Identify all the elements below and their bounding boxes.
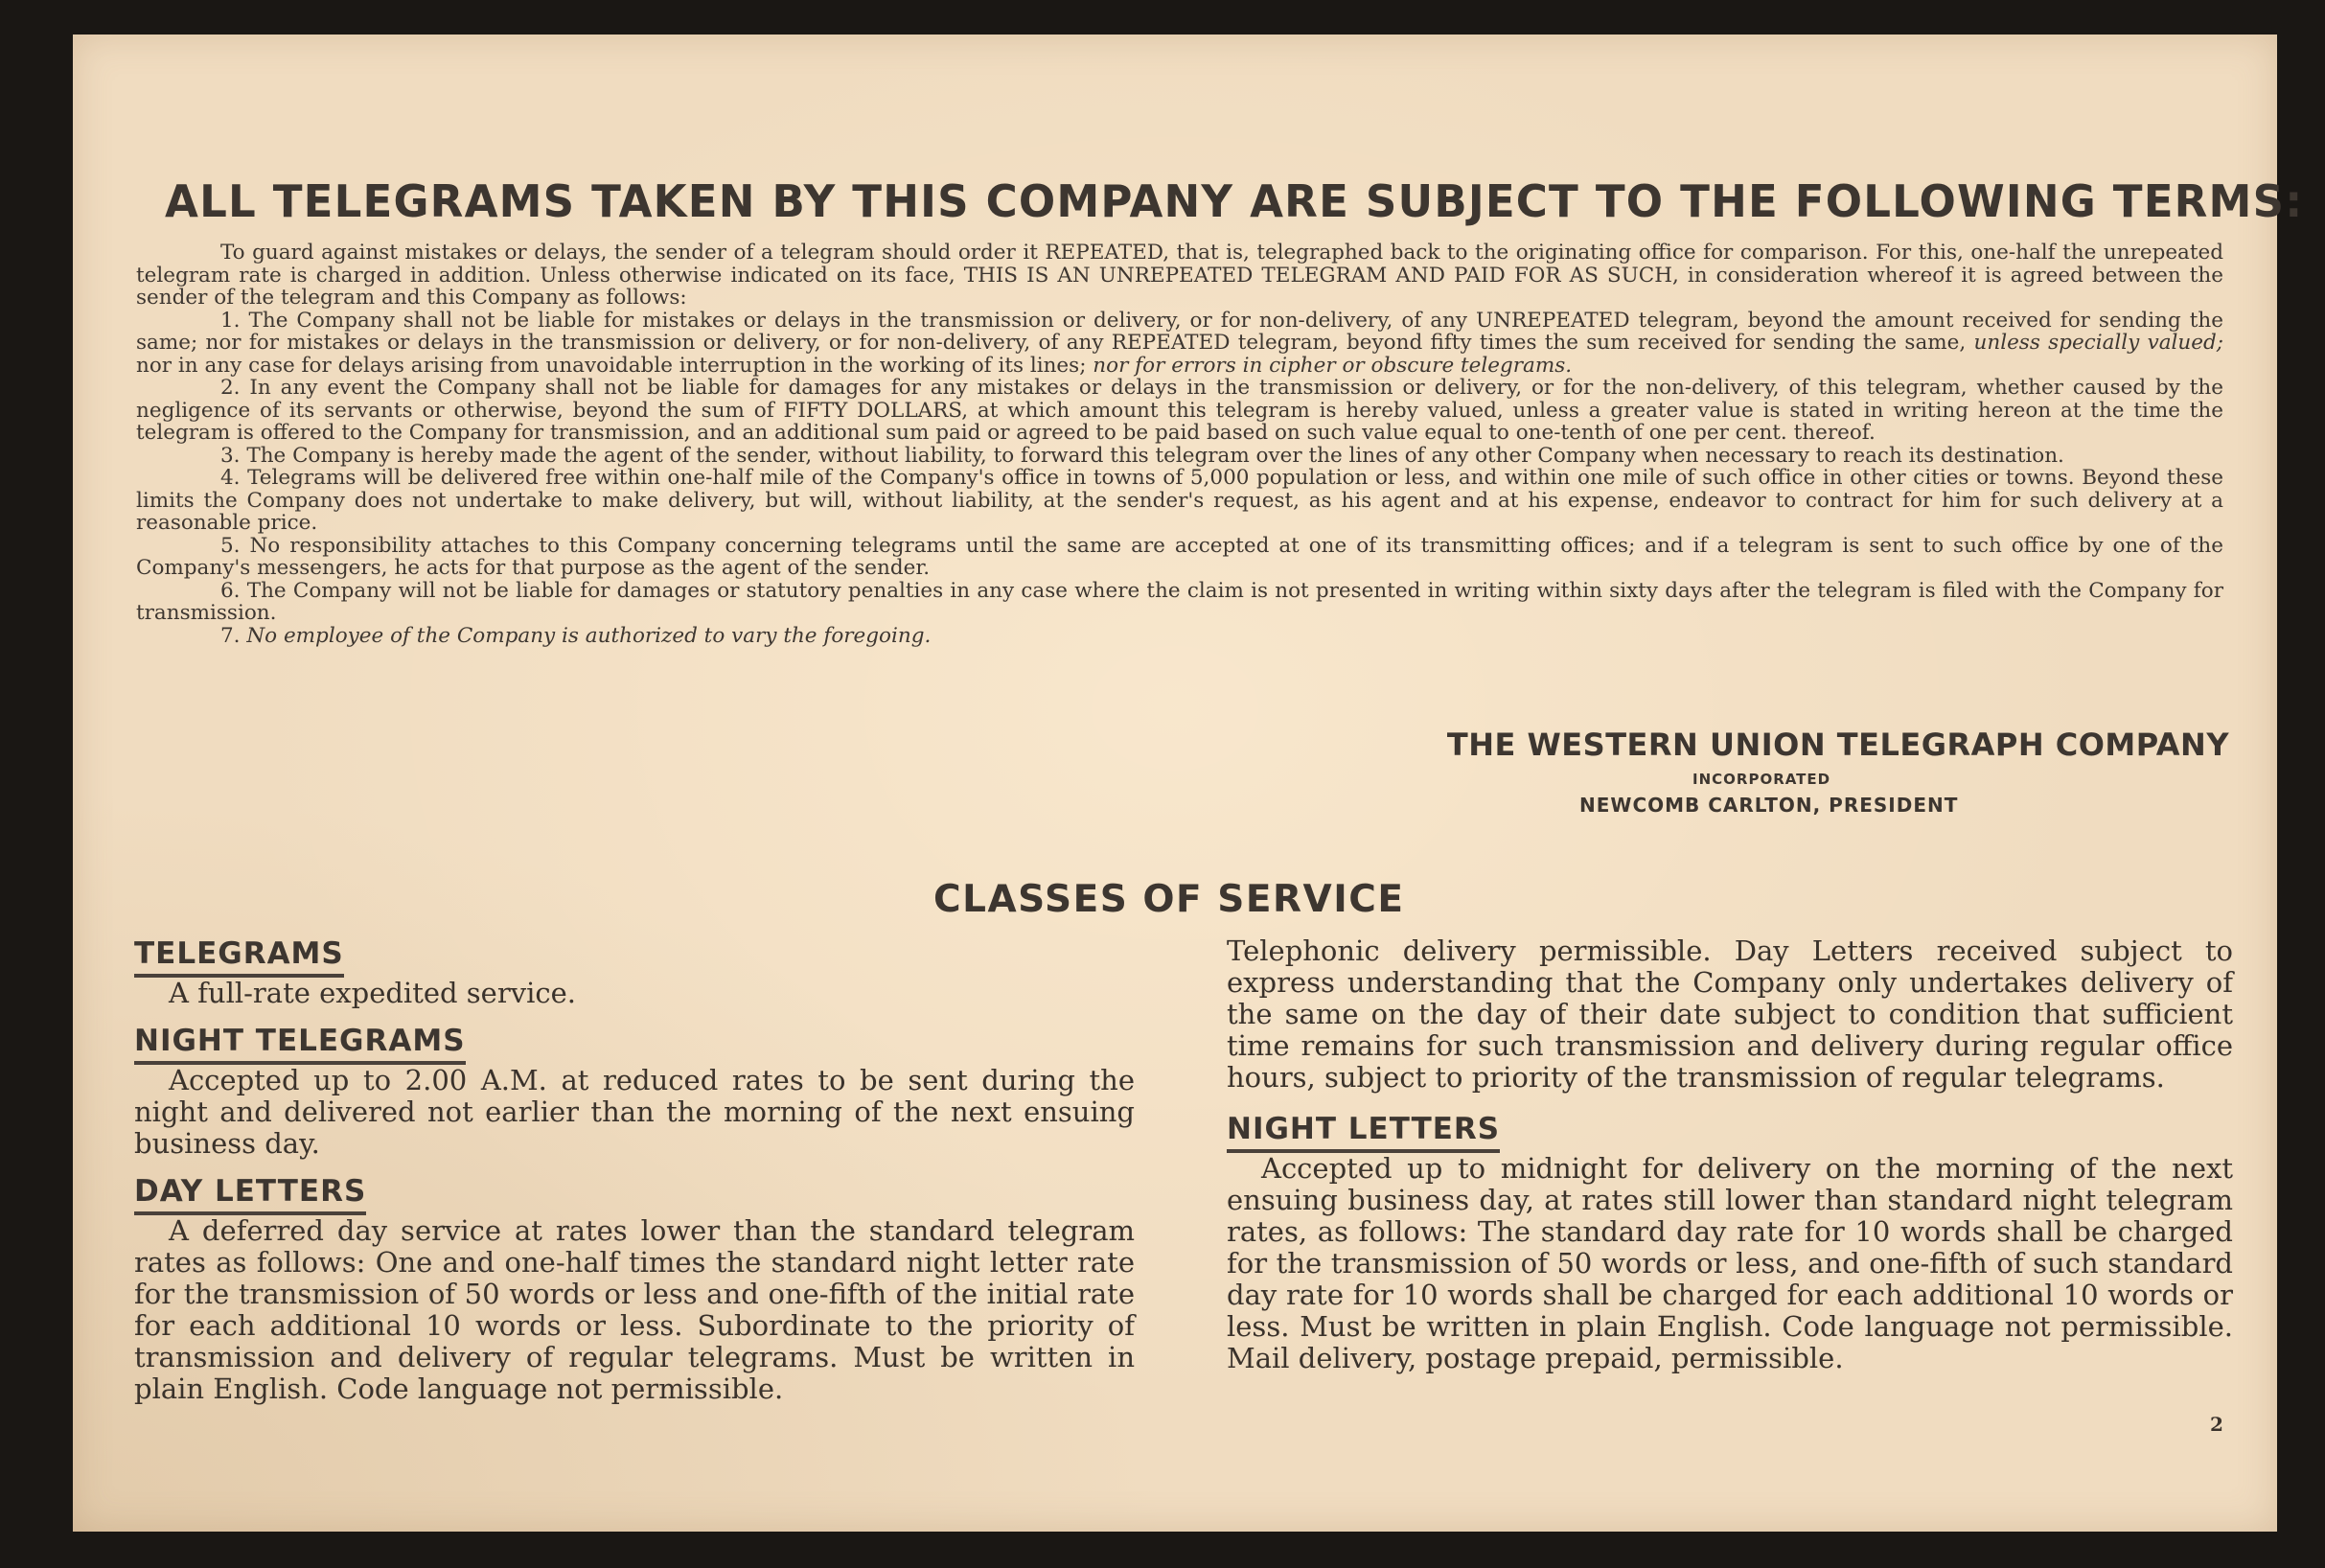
- day-letters-description: A deferred day service at rates lower than the standard telegram rates as follows: One and one-half times the standard night letter rate for the transmission of 50 words or less and one-fifth of the initial rate for each additional 10 words or less. Subordinate to the priority of transmission and delivery of regular telegrams. Must be written in plain English. Code language not permissible.: [134, 1214, 1135, 1405]
- telegrams-heading: TELEGRAMS: [134, 935, 344, 978]
- term-3: 3. The Company is hereby made the agent of the sender, without liability, to forward this telegram over the lines of any other Company when necessary to reach its destination.: [220, 443, 2064, 468]
- company-name: THE WESTERN UNION TELEGRAPH COMPANY: [1446, 726, 2229, 763]
- day-letters-continued: Telephonic delivery permissible. Day Letters received subject to express understanding that the Company only undertakes delivery of the same on the day of their date subject to condition that sufficient time remains for such transmission and delivery during regular office hours, subject to priority of the transmission of regular telegrams.: [1227, 934, 2233, 1094]
- terms-text: [136, 242, 2223, 647]
- terms-intro: To guard against mistakes or delays, the sender of a telegram should order it REPEATED, that is, telegraphed back to the originating office for comparison. For this, one-half the unrepeated telegram rate is charged in addition. Unless otherwise indicated on its face, THIS IS AN UNREPEATED TELEGRAM AND PAID FOR AS SUCH, in consideration whereof it is agreed between the sender of the telegram and this Company as follows:: [136, 241, 2223, 310]
- night-letters-description: Accepted up to midnight for delivery on the morning of the next ensuing business day, at rates still lower than standard night telegram rates, as follows: The standard day rate for 10 words shall be charged for the transmission of 50 words or less, and one-fifth of such standard day rate for 10 words shall be charged for each additional 10 words or less. Must be written in plain English. Code language not permissible. Mail delivery, postage prepaid, permissible.: [1227, 1152, 2233, 1374]
- term-2: 2. In any event the Company shall not be liable for damages for any mistakes or delays in the transmission or delivery, or for the non-delivery, of this telegram, whether caused by the negligence of its servants or otherwise, beyond the sum of FIFTY DOLLARS, at which amount this telegram is hereby valued, unless a greater value is stated in writing hereon at the time the telegram is offered to the Company for transmission, and an additional sum paid or agreed to be paid based on such value equal to one-tenth of one per cent. thereof.: [136, 376, 2223, 445]
- incorporated-label: INCORPORATED: [1692, 771, 1831, 788]
- night-telegrams-heading: NIGHT TELEGRAMS: [134, 1023, 466, 1065]
- term-5: 5. No responsibility attaches to this Company concerning telegrams until the same are accepted at one of its transmitting offices; and if a telegram is sent to such office by one of the Company's messengers, he acts for that purpose as the agent of the sender.: [136, 533, 2223, 580]
- term-6: 6. The Company will not be liable for damages or statutory penalties in any case where the claim is not presented in writing within sixty days after the telegram is filed with the Company for transmission.: [136, 578, 2223, 625]
- document-page: [73, 35, 2304, 1532]
- term-1: 1. The Company shall not be liable for mistakes or delays in the transmission or delivery, or for non-delivery, of any UNREPEATED telegram, beyond the amount received for sending the same; nor for mistakes or delays in the transmission or delivery, or for non-delivery, of any REPEATED telegram, beyond fifty times the sum received for sending the same, unless specially valued; nor in any case for delays arising from unavoidable interruption in the working of its lines; nor for errors in cipher or obscure telegrams.: [136, 308, 2223, 378]
- night-telegrams-description: Accepted up to 2.00 A.M. at reduced rates to be sent during the night and delivered not earlier than the morning of the next ensuing business day.: [134, 1064, 1135, 1160]
- night-letters-heading: NIGHT LETTERS: [1227, 1111, 1500, 1153]
- page-number: 2: [2210, 1413, 2223, 1436]
- term-4: 4. Telegrams will be delivered free within one-half mile of the Company's office in towns of 5,000 population or less, and within one mile of such office in other cities or towns. Beyond these limits the Company does not undertake to make delivery, but will, without liability, at the sender's request, as his agent and at his expense, endeavor to contract for him for such delivery at a reasonable price.: [136, 466, 2223, 535]
- classes-of-service-heading: CLASSES OF SERVICE: [933, 878, 1405, 921]
- term-7: 7. No employee of the Company is authorized to vary the foregoing.: [220, 623, 932, 648]
- telegrams-description: A full-rate expedited service.: [169, 977, 576, 1009]
- president-name: NEWCOMB CARLTON, PRESIDENT: [1579, 794, 1959, 817]
- day-letters-heading: DAY LETTERS: [134, 1173, 366, 1215]
- services-right-column: [1227, 935, 2233, 1374]
- services-left-column: [134, 935, 1135, 1405]
- terms-title: ALL TELEGRAMS TAKEN BY THIS COMPANY ARE SUBJECT TO THE FOLLOWING TERMS:: [165, 175, 2304, 227]
